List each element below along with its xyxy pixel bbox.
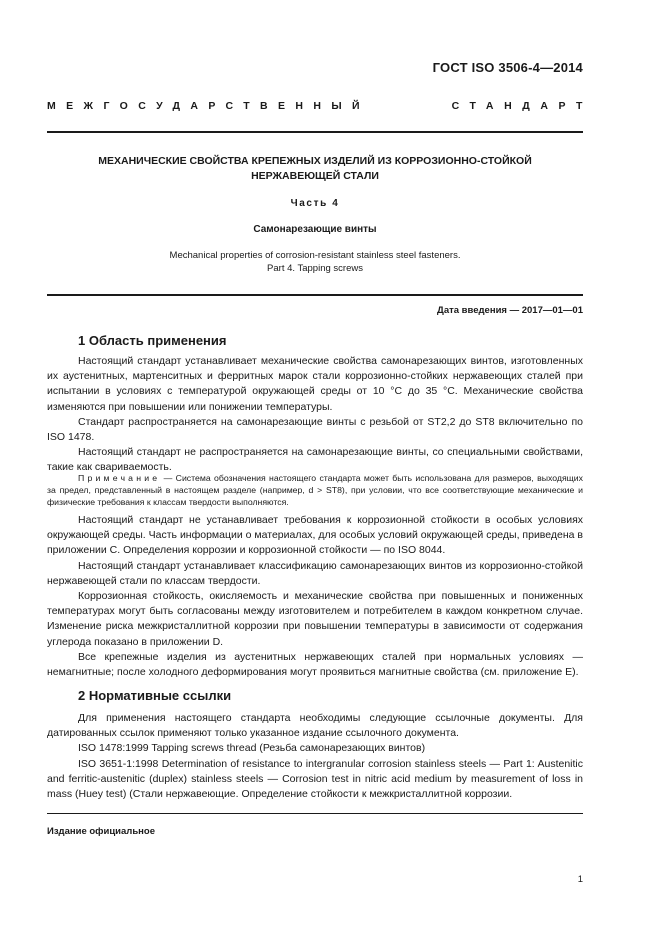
section-1-paragraph: Все крепежные изделия из аустенитных нержавеющих сталей при нормальных условиях — немагнитные; после холодного деформирования могут проявиться магнитные свойства (см. приложение Е).: [47, 650, 583, 679]
note-text: — Система обозначения настоящего стандарта может быть использована для размеров, выходящих за предел, представленный в настоящем разделе (например, d > ST8), при условии, что все соответствующие механические и физические требования к классам твердости выполняются.: [47, 473, 583, 508]
section-2-paragraph: Для применения настоящего стандарта необходимы следующие ссылочные документы. Для датированных ссылок применяют только указанное издание ссылочного документа.: [47, 712, 583, 740]
document-title: [47, 154, 583, 183]
standard-type-word-1: МЕЖГОСУДАРСТВЕННЫЙ: [47, 100, 370, 112]
section-2-heading: 2 Нормативные ссылки: [78, 688, 232, 703]
english-title-line-1: Mechanical properties of corrosion-resistant stainless steel fasteners.: [169, 250, 461, 261]
english-title-line-2: Part 4. Tapping screws: [267, 263, 363, 274]
section-1-heading: 1 Область применения: [78, 333, 227, 348]
note-block: [47, 472, 583, 509]
gost-code: ГОСТ ISO 3506-4—2014: [432, 60, 583, 75]
note-paragraph: [47, 472, 583, 509]
section-1-paragraph: Настоящий стандарт устанавливает классификацию самонарезающих винтов из коррозионно-стойкой нержавеющей стали по классам твердости.: [47, 559, 583, 587]
top-rule: [47, 131, 583, 133]
edition-label: Издание официальное: [47, 826, 155, 837]
section-1-paragraph: Коррозионная стойкость, окисляемость и механические свойства при повышенных и пониженных температурах могут быть согласованы между изготовителем и потребителем в каждом конкретном случае. Изменение риска межкристаллитной коррозии при повышении температуры в зависимости от содержания углерода показано в приложении D.: [47, 590, 583, 648]
page-number: 1: [577, 874, 583, 885]
document-subtitle: Самонарезающие винты: [253, 224, 377, 235]
section-1-paragraph: Стандарт распространяется на самонарезающие винты с резьбой от ST2,2 до ST8 включительно по ISO 1478.: [47, 415, 583, 444]
section-1-paragraph: Настоящий стандарт не устанавливает требования к коррозионной стойкости в особых условиях окружающей среды. Часть информации о материалах, для особых условий окружающей среды, приведена в приложении С. Определения коррозии и коррозионной стойкости — по ISO 8044.: [47, 514, 583, 557]
section-1-paragraph: Настоящий стандарт не распространяется на самонарезающие винты, со специальными свойствами, такие как свариваемость.: [47, 446, 583, 474]
part-number: Часть 4: [290, 198, 340, 209]
standard-type-word-2: СТАНДАРТ: [451, 100, 593, 112]
footer-rule: [47, 813, 583, 814]
section-1-paragraph: Настоящий стандарт устанавливает механические свойства самонарезающих винтов, изготовленных их аустенитных, мартенситных и ферритных марок стали коррозионно-стойких нержавеющих сталей при испытании в условиях с температурой окружающей среды от 10 °С до 35 °С. Механические свойства изменяются при повышении или понижении температуры.: [47, 355, 583, 413]
introduction-date: Дата введения — 2017—01—01: [437, 305, 583, 316]
reference-item: ISO 3651-1:1998 Determination of resistance to intergranular corrosion stainless steels — Part 1: Austenitic and ferritic-austenitic (duplex) stainless steels — Corrosion test in nitric acid medium by measurement of loss in mass (Huey test) (Стали нержавеющие. Определение стойкости к межкристаллитной коррозии.: [47, 757, 583, 801]
section-1-body: [47, 354, 583, 476]
title-line-1: МЕХАНИЧЕСКИЕ СВОЙСТВА КРЕПЕЖНЫХ ИЗДЕЛИЙ ИЗ КОРРОЗИОННО-СТОЙКОЙ: [98, 155, 532, 167]
reference-item: ISO 1478:1999 Tapping screws thread (Резьба самонарезающих винтов): [78, 742, 426, 755]
standard-type-heading: [47, 100, 593, 112]
section-1-body-continued: [47, 513, 583, 680]
section-2-body: [47, 711, 583, 802]
english-title: [47, 249, 583, 275]
title-line-2: НЕРЖАВЕЮЩЕЙ СТАЛИ: [251, 169, 379, 182]
title-bottom-rule: [47, 294, 583, 296]
note-label: Примечание: [78, 473, 161, 483]
